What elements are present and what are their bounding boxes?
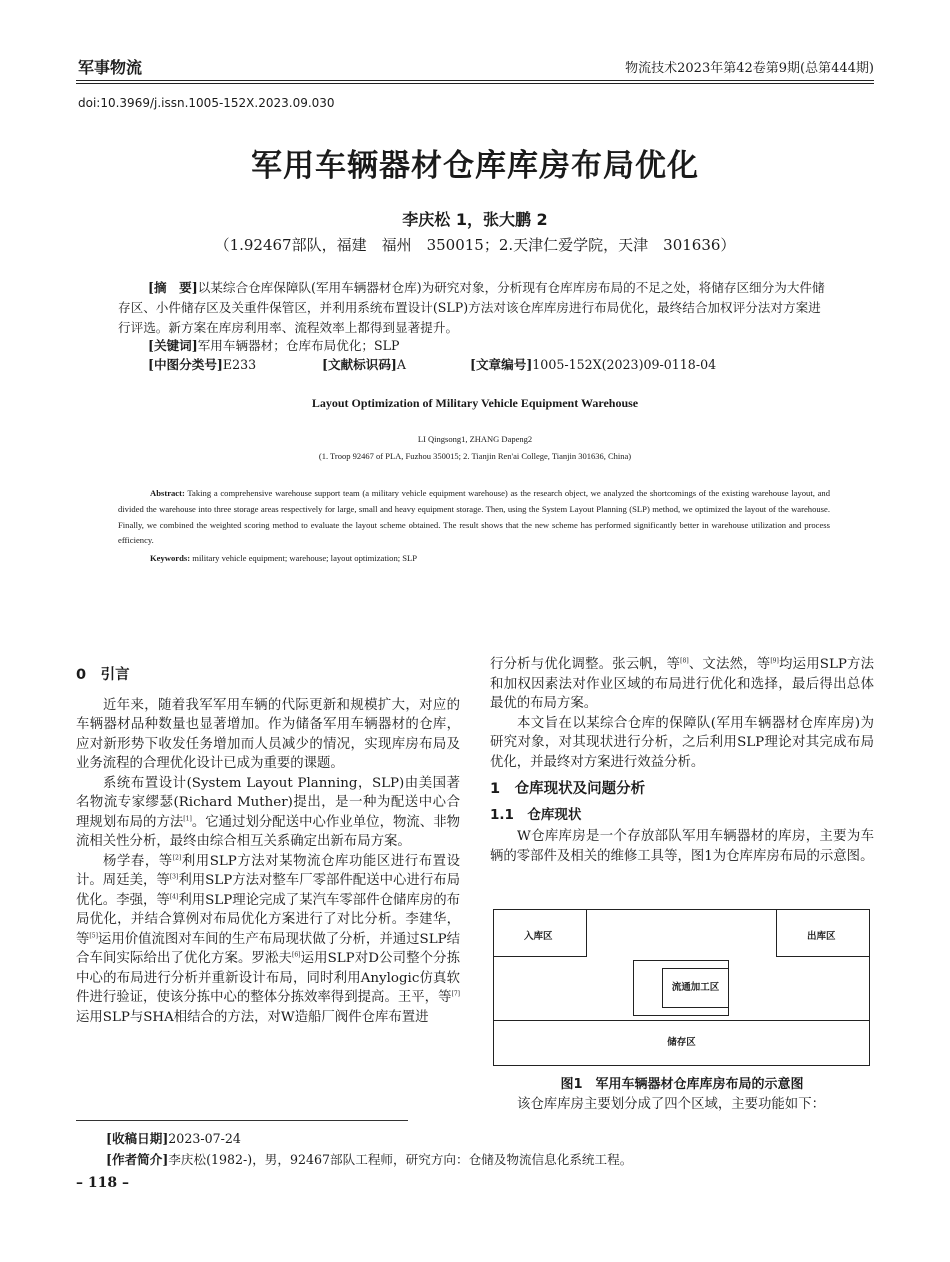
- paragraph-continued: [490, 655, 874, 714]
- p2-text-b: 。它通过划分配送中心作业单位，物流、非物流相关性分析，最终由综合相互关系确定出新布局方案。: [76, 814, 461, 849]
- article-value: 1005-152X(2023)09-0118-04: [532, 357, 717, 372]
- paragraph-3: [76, 852, 460, 1028]
- p3-text-3: 利用SLP方法对整车厂零部件配送中心进行布局优化。李强，等: [76, 873, 461, 908]
- keywords-text: 军用车辆器材；仓库布局优化；SLP: [197, 338, 400, 353]
- citation-6: [6]: [291, 951, 301, 959]
- citation-9: [9]: [770, 657, 779, 665]
- english-title: Layout Optimization of Military Vehicle Equipment Warehouse: [311, 396, 639, 410]
- abstract-label: [摘 要]: [148, 280, 198, 295]
- column-label: 军事物流: [78, 58, 143, 77]
- doccode-label: [文献标识码]: [322, 357, 397, 372]
- p3-text-7: 运用SLP与SHA相结合的方法，对W造船厂阀件仓库布置进: [76, 1009, 429, 1025]
- doccode-value: A: [396, 357, 406, 372]
- header-rule: [76, 80, 874, 81]
- paragraph-2: [76, 774, 460, 852]
- abstract-cn: [118, 278, 830, 338]
- inbound-area: [493, 909, 587, 957]
- outbound-area-label: 出库区: [807, 931, 836, 942]
- english-keywords: [150, 553, 417, 563]
- figure-1-caption: 图1 军用车辆器材仓库库房布局的示意图: [560, 1077, 804, 1092]
- journal-info: 物流技术2023年第42卷第9期(总第444期): [625, 61, 874, 76]
- keywords-cn: [118, 336, 860, 356]
- author-bio-label: [作者简介]: [106, 1152, 169, 1167]
- header-rule-second: [76, 83, 874, 84]
- english-abstract-text: Taking a comprehensive warehouse support team (a military vehicle equipment warehouse) as the research object, we analyzed the shortcomings of the existing warehouse layout, and divided the warehouse into three storage areas respectively for large, small and heavy equipment storage. Then, using the System Layout Planning (SLP) method, we optimized the layout of the warehouse. Finally, we combined the weighted scoring method to evaluate the layout scheme obtained. The result shows that the new scheme has performed significantly better in warehouse utilization and process efficiency.: [118, 488, 830, 546]
- section-0-heading: 0 引言: [76, 667, 130, 683]
- english-abstract-label: Abstract:: [150, 488, 185, 498]
- citation-2: [2]: [172, 854, 182, 862]
- english-affiliations: (1. Troop 92467 of PLA, Fuzhou 350015; 2. Tianjin Ren'ai College, Tianjin 301636, China): [318, 451, 632, 461]
- page-number: – 118 –: [76, 1175, 129, 1191]
- paragraph-6: 该仓库库房主要划分成了四个区域，主要功能如下：: [517, 1097, 825, 1112]
- section-1-1-heading: 1.1 仓库现状: [490, 806, 582, 823]
- outbound-area: [776, 909, 870, 957]
- abstract-text: 以某综合仓库保障队(军用车辆器材仓库)为研究对象，分析现有仓库库房布局的不足之处，将储存区细分为大件储存区、小件储存区及关重件保管区，并利用系统布置设计(SLP)方法对该仓库库房进行布局优化，最终结合加权评分法对方案进行评选。新方案在库房利用率、流程效率上都得到显著提升。: [118, 280, 825, 335]
- english-authors: LI Qingsong1, ZHANG Dapeng2: [417, 434, 533, 444]
- author-bio-text: 李庆松(1982-)，男，92467部队工程师，研究方向：仓储及物流信息化系统工程。: [168, 1152, 633, 1167]
- r1-text-3: 均运用SLP方法和加权因素法对作业区域的布局进行优化和选择，最后得出总体最优的布局方案。: [490, 657, 875, 711]
- p3-text-2: 利用SLP方法对某物流仓库功能区进行布置设计。周廷美，等: [76, 853, 461, 888]
- paper-title: 军用车辆器材仓库库房布局优化: [251, 148, 699, 184]
- storage-area-label: 储存区: [667, 1037, 696, 1048]
- article-label: [文章编号]: [470, 357, 533, 372]
- english-abstract: [118, 486, 830, 549]
- class-value: E233: [222, 357, 257, 372]
- received-value: 2023-07-24: [168, 1131, 241, 1146]
- paragraph-4: 本文旨在以某综合仓库的保障队(军用车辆器材仓库库房)为研究对象，对其现状进行分析，之后利用SLP理论对其完成布局优化，并最终对方案进行效益分析。: [490, 715, 874, 770]
- body-right-column: [490, 655, 874, 866]
- inbound-area-label: 入库区: [524, 931, 553, 942]
- classification-line: [118, 355, 860, 375]
- paragraph-1: 近年来，随着我军军用车辆的代际更新和规模扩大，对应的车辆器材品种数量也显著增加。作为储备军用车辆器材的仓库，应对新形势下收发任务增加而人员减少的情况，实现库房布局及业务流程的合理优化设计已成为重要的课题。: [76, 697, 460, 771]
- section-1-heading: 1 仓库现状及问题分析: [490, 781, 646, 797]
- received-label: [收稿日期]: [106, 1131, 169, 1146]
- author-bio: [106, 1149, 632, 1168]
- doi: doi:10.3969/j.issn.1005-152X.2023.09.030: [78, 96, 335, 110]
- citation-8: [8]: [680, 657, 689, 665]
- processing-area-label: 流通加工区: [671, 982, 720, 993]
- citation-7: [7]: [451, 990, 460, 998]
- affiliations: （1.92467部队，福建 福州 350015；2.天津仁爱学院，天津 301636）: [214, 236, 736, 254]
- citation-3: [3]: [169, 873, 179, 881]
- p3-text-5: 运用价值流图对车间的生产布局现状做了分析，并通过SLP结合车间实际给出了优化方案。罗淞夫: [76, 931, 461, 966]
- processing-area: [662, 968, 729, 1008]
- figure-1-layout-diagram: [493, 909, 870, 1066]
- body-left-column: [76, 666, 460, 1027]
- keywords-label: [关键词]: [148, 338, 198, 353]
- received-date: [106, 1128, 241, 1147]
- p3-text-4: 利用SLP理论完成了某汽车零部件仓储库房的布局优化，并结合算例对布局优化方案进行了对比分析。李建华，等: [76, 892, 461, 947]
- storage-area: [493, 1020, 870, 1066]
- citation-1: [1]: [183, 815, 192, 823]
- p3-text-1: 杨学春，等: [103, 853, 173, 869]
- r1-text-2: 、文法然，等: [688, 657, 771, 672]
- english-keywords-label: Keywords:: [150, 553, 191, 563]
- english-keywords-text: military vehicle equipment; warehouse; layout optimization; SLP: [192, 553, 418, 563]
- p2-text-a: 系统布置设计(System Layout Planning，SLP)由美国著名物流专家缪瑟(Richard Muther)提出，是一种为配送中心合理规划布局的方法: [76, 775, 460, 830]
- citation-5: [5]: [89, 932, 98, 940]
- r1-text-1: 行分析与优化调整。张云帆，等: [490, 657, 681, 672]
- paragraph-5: W仓库库房是一个存放部队军用车辆器材的库房，主要为车辆的零部件及相关的维修工具等，图1为仓库库房布局的示意图。: [490, 829, 874, 864]
- footnote-rule: [76, 1120, 408, 1121]
- citation-4: [4]: [169, 893, 179, 901]
- p3-text-6: 运用SLP对D公司整个分拣中心的布局进行分析并重新设计布局，同时利用Anylogic仿真软件进行验证，使该分拣中心的整体分拣效率得到提高。王平，等: [76, 951, 461, 1005]
- class-label: [中图分类号]: [148, 357, 223, 372]
- authors: 李庆松 1，张大鹏 2: [402, 210, 548, 229]
